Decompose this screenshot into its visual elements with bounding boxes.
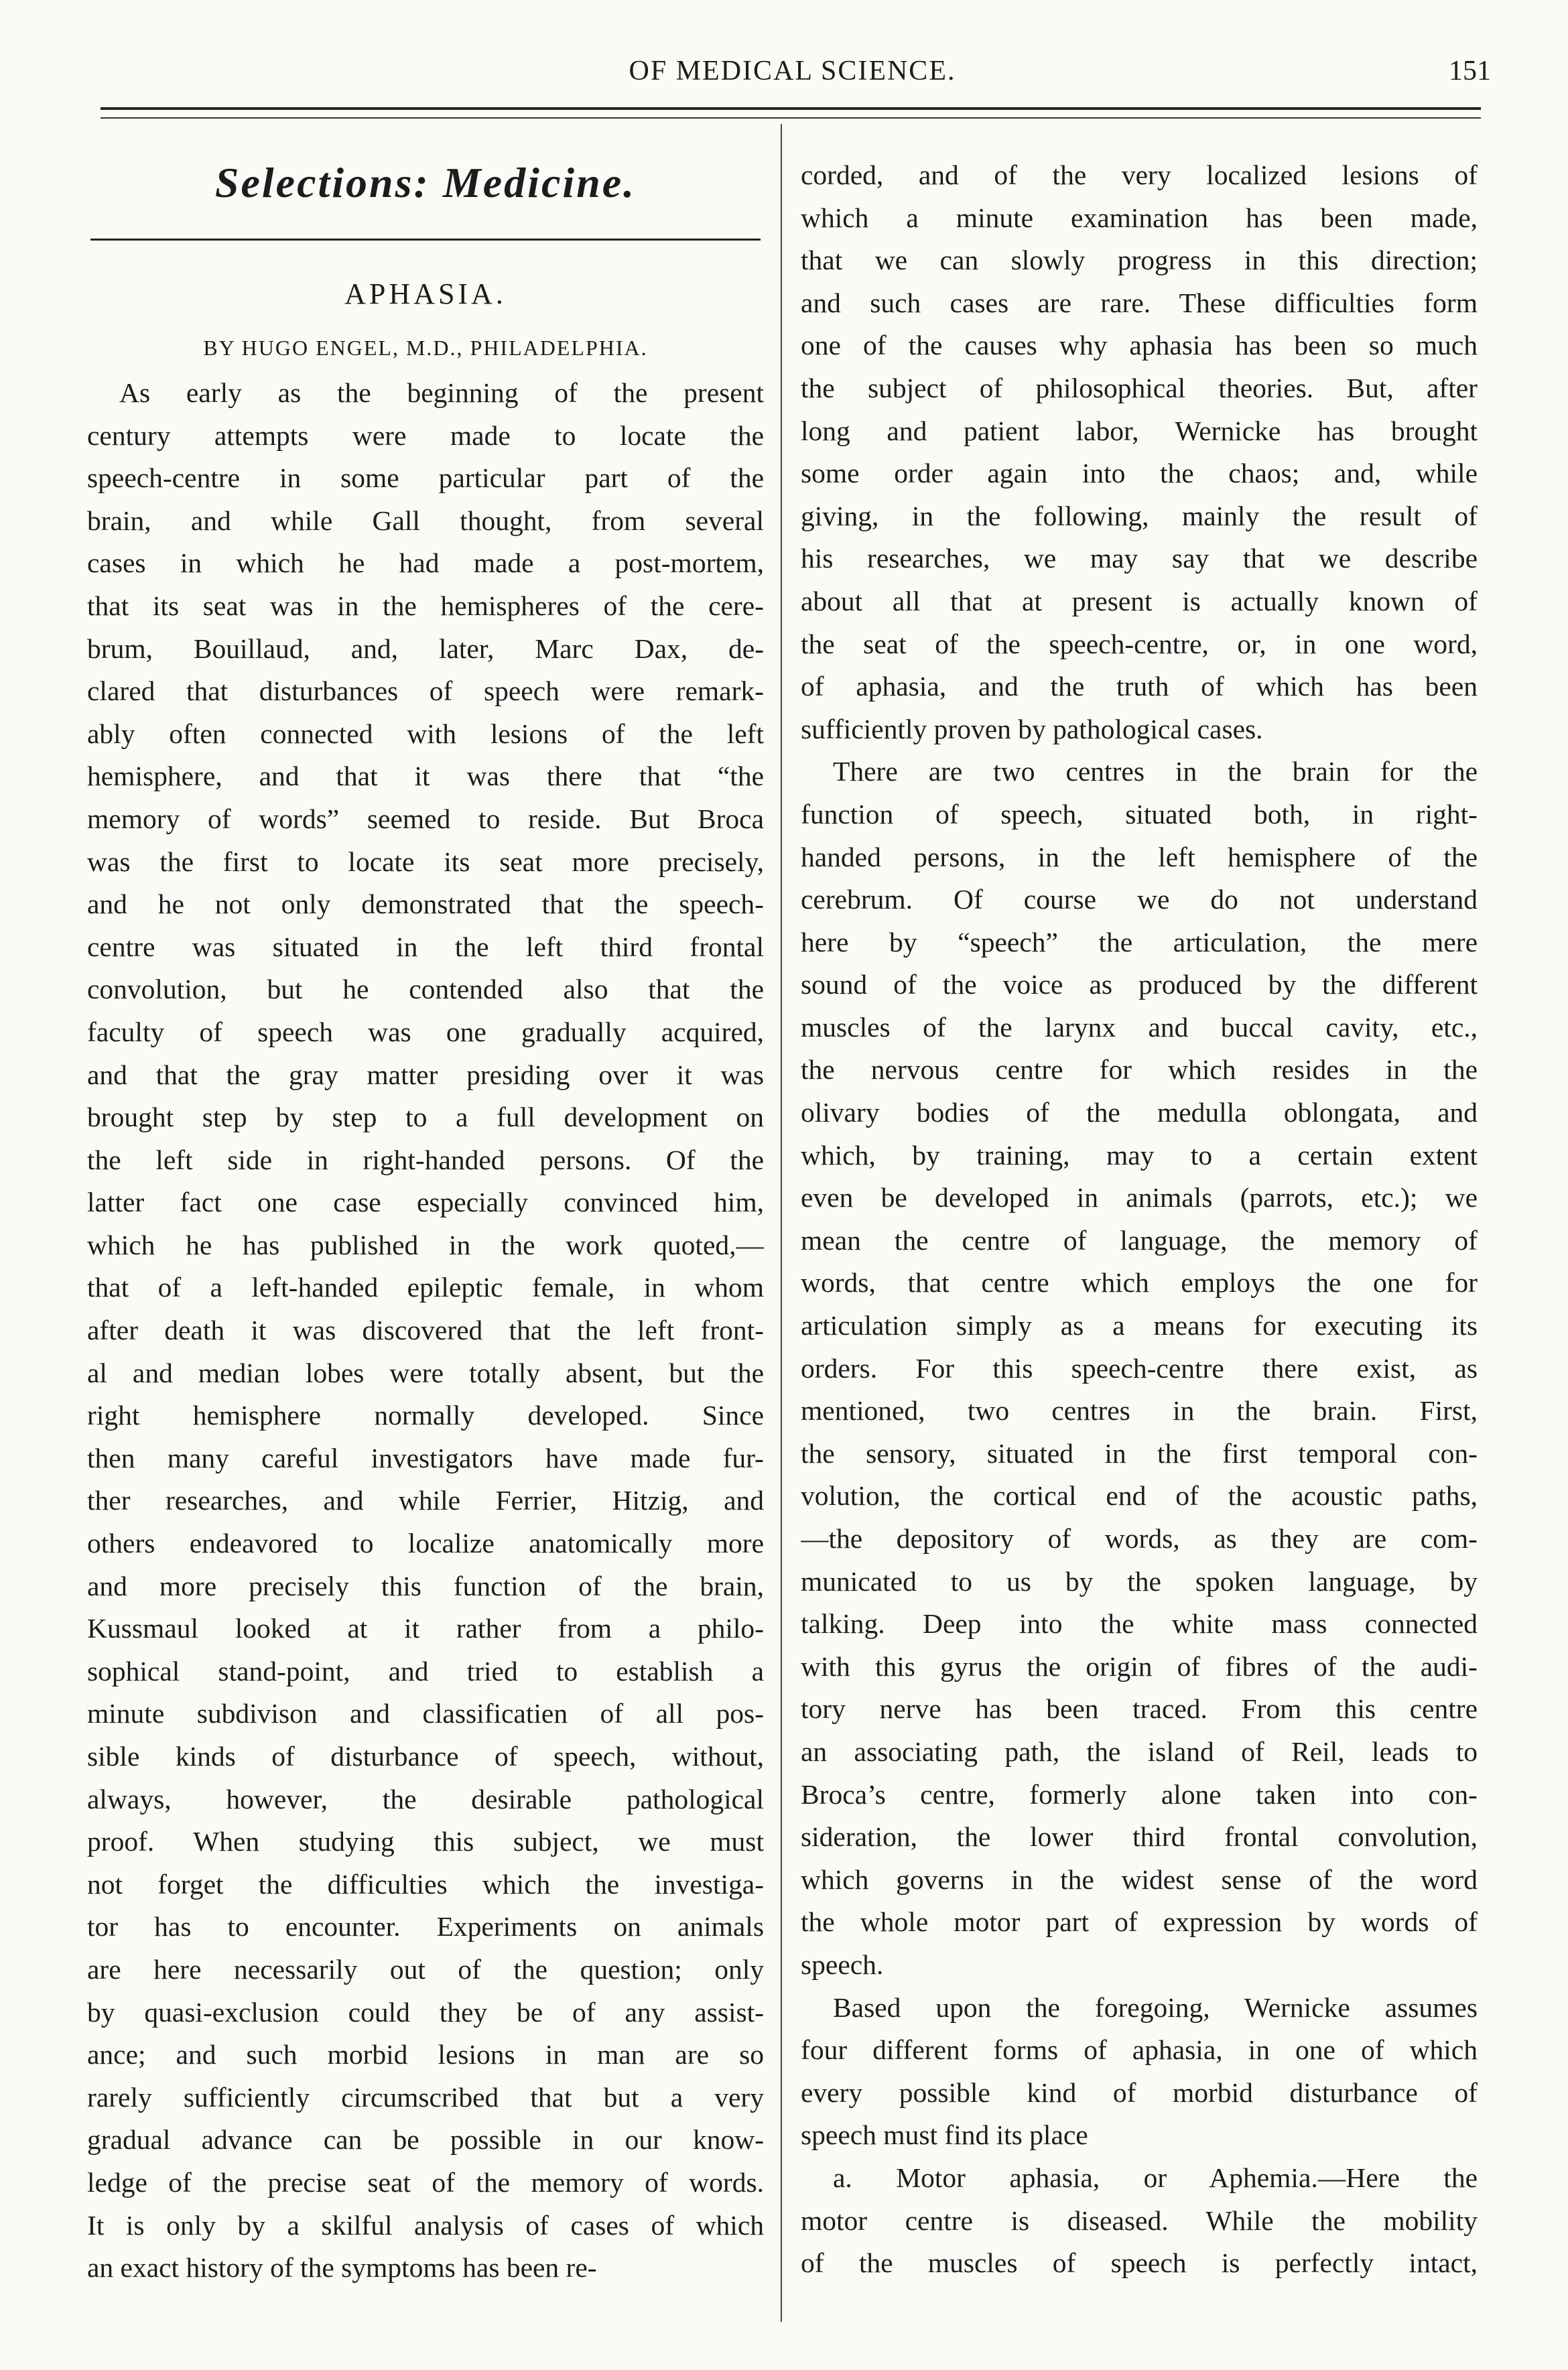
text-line: right hemisphere normally developed. Since (87, 1400, 764, 1431)
text-line: speech. (801, 1949, 884, 1980)
article-title: APHASIA. (344, 277, 507, 310)
text-line: —the depository of words, as they are com- (801, 1523, 1478, 1554)
text-line: As early as the beginning of the present (119, 377, 764, 408)
text-line: corded, and of the very localized lesions of (801, 159, 1478, 190)
text-line: of aphasia, and the truth of which has been (801, 671, 1478, 702)
text-line: mentioned, two centres in the brain. First, (801, 1395, 1478, 1427)
text-line: municated to us by the spoken language, by (801, 1565, 1478, 1597)
text-line: which governs in the widest sense of the word (801, 1863, 1478, 1895)
text-line: Broca’s centre, formerly alone taken into con- (801, 1778, 1478, 1810)
text-line: of the muscles of speech is perfectly intact, (801, 2247, 1478, 2279)
left-column-text (87, 372, 764, 2290)
page-number: 151 (1449, 56, 1491, 86)
text-line: motor centre is diseased. While the mobility (801, 2204, 1478, 2236)
text-line: was the first to locate its seat more precisely, (87, 846, 764, 877)
text-line: minute subdivison and classificatien of all pos- (87, 1698, 764, 1729)
text-line: gradual advance can be possible in our know- (87, 2124, 764, 2156)
text-line: the left side in right-handed persons. Of the (87, 1144, 764, 1175)
text-line: sideration, the lower third frontal convolution, (801, 1821, 1478, 1853)
text-line: one of the causes why aphasia has been so much (801, 330, 1478, 361)
column-divider (781, 124, 782, 2322)
text-line: sufficiently proven by pathological cases. (801, 713, 1263, 744)
text-line: long and patient labor, Wernicke has brought (801, 415, 1478, 446)
text-line: brain, and while Gall thought, from several (87, 505, 764, 536)
text-line: latter fact one case especially convinced him, (87, 1187, 764, 1218)
running-head (94, 55, 1491, 95)
text-line: after death it was discovered that the left front- (87, 1315, 764, 1346)
text-line: that we can slowly progress in this direction; (801, 245, 1478, 276)
text-line: the nervous centre for which resides in the (801, 1054, 1478, 1085)
text-line: a. Motor aphasia, or Aphemia.—Here the (833, 2162, 1478, 2193)
text-line: and more precisely this function of the brain, (87, 1570, 764, 1601)
text-line: not forget the difficulties which the investiga- (87, 1868, 764, 1900)
text-line: brum, Bouillaud, and, later, Marc Dax, de- (87, 633, 764, 664)
text-line: handed persons, in the left hemisphere of the (801, 841, 1478, 872)
text-line: by quasi-exclusion could they be of any assist- (87, 1996, 764, 2028)
text-line: proof. When studying this subject, we must (87, 1826, 764, 1857)
text-line: articulation simply as a means for executing its (801, 1310, 1478, 1341)
text-line: that its seat was in the hemispheres of the cere- (87, 590, 764, 621)
text-line: volution, the cortical end of the acoustic paths, (801, 1480, 1478, 1512)
text-line: ledge of the precise seat of the memory of words. (87, 2166, 764, 2198)
text-line: orders. For this speech-centre there exist, as (801, 1352, 1478, 1384)
text-line: cerebrum. Of course we do not understand (801, 884, 1478, 915)
text-line: ther researches, and while Ferrier, Hitzig, and (87, 1485, 764, 1516)
text-line: about all that at present is actually known of (801, 585, 1478, 616)
text-line: tory nerve has been traced. From this centre (801, 1693, 1478, 1725)
header-rule-thick (101, 107, 1481, 110)
text-line: sound of the voice as produced by the different (801, 969, 1478, 1000)
text-line: the sensory, situated in the first temporal con- (801, 1437, 1478, 1469)
text-line: centre was situated in the left third frontal (87, 931, 764, 962)
text-line: with this gyrus the origin of fibres of the audi- (801, 1650, 1478, 1682)
byline: BY HUGO ENGEL, M.D., PHILADELPHIA. (203, 336, 648, 360)
text-line: and such cases are rare. These difficulties form (801, 287, 1478, 318)
left-column (87, 134, 764, 2290)
text-line: his researches, we may say that we describe (801, 543, 1478, 574)
text-line: some order again into the chaos; and, while (801, 458, 1478, 489)
text-line: that of a left-handed epileptic female, in whom (87, 1272, 764, 1303)
text-line: which he has published in the work quoted,— (87, 1229, 764, 1260)
text-line: al and median lobes were totally absent, but the (87, 1357, 764, 1388)
text-line: every possible kind of morbid disturbance of (801, 2077, 1478, 2108)
text-line: mean the centre of language, the memory of (801, 1224, 1478, 1256)
text-line: the seat of the speech-centre, or, in one word, (801, 628, 1478, 659)
running-title: OF MEDICAL SCIENCE. (629, 56, 956, 86)
text-line: There are two centres in the brain for the (833, 756, 1478, 787)
text-line: sophical stand-point, and tried to establish a (87, 1655, 764, 1687)
text-line: the subject of philosophical theories. But, after (801, 372, 1478, 403)
text-line: talking. Deep into the white mass connected (801, 1608, 1478, 1640)
text-line: speech must find its place (801, 2119, 1088, 2151)
text-line: convolution, but he contended also that the (87, 974, 764, 1005)
text-line: function of speech, situated both, in right- (801, 798, 1478, 830)
section-title: Selections: Medicine. (214, 159, 637, 206)
text-line: words, that centre which employs the one for (801, 1267, 1478, 1299)
text-line: tor has to encounter. Experiments on animals (87, 1911, 764, 1943)
text-line: speech-centre in some particular part of the (87, 462, 764, 494)
text-line: Kussmaul looked at it rather from a philo- (87, 1613, 764, 1644)
text-line: Based upon the foregoing, Wernicke assumes (833, 1991, 1478, 2023)
text-line: always, however, the desirable pathological (87, 1783, 764, 1815)
text-line: It is only by a skilful analysis of cases of which (87, 2209, 764, 2241)
text-line: giving, in the following, mainly the result of (801, 500, 1478, 531)
text-line: even be developed in animals (parrots, etc.); we (801, 1182, 1478, 1213)
section-rule (90, 239, 761, 241)
text-line: four different forms of aphasia, in one of which (801, 2034, 1478, 2066)
right-column-text (801, 154, 1478, 2285)
text-line: which a minute examination has been made, (801, 202, 1478, 233)
text-line: century attempts were made to locate the (87, 419, 764, 451)
header-rule-thin (101, 117, 1481, 119)
text-line: hemisphere, and that it was there that “the (87, 761, 764, 792)
text-line: are here necessarily out of the question; only (87, 1953, 764, 1985)
text-line: olivary bodies of the medulla oblongata, and (801, 1097, 1478, 1128)
text-line: faculty of speech was one gradually acquired, (87, 1016, 764, 1047)
text-line: sible kinds of disturbance of speech, without, (87, 1741, 764, 1772)
text-line: cases in which he had made a post-mortem, (87, 547, 764, 579)
right-column (801, 134, 1478, 2285)
text-line: rarely sufficiently circumscribed that but a very (87, 2081, 764, 2113)
text-line: which, by training, may to a certain extent (801, 1139, 1478, 1171)
text-line: an exact history of the symptoms has been re- (87, 2252, 597, 2284)
text-line: the whole motor part of expression by words of (801, 1906, 1478, 1938)
text-line: ably often connected with lesions of the left (87, 718, 764, 749)
text-line: muscles of the larynx and buccal cavity, etc., (801, 1011, 1478, 1043)
text-line: and he not only demonstrated that the speech- (87, 888, 764, 920)
text-line: ance; and such morbid lesions in man are so (87, 2039, 764, 2070)
text-line: here by “speech” the articulation, the mere (801, 926, 1478, 958)
text-line: then many careful investigators have made fur- (87, 1442, 764, 1473)
text-line: others endeavored to localize anatomically more (87, 1528, 764, 1559)
text-line: an associating path, the island of Reil, leads to (801, 1735, 1478, 1767)
text-line: brought step by step to a full development on (87, 1102, 764, 1133)
text-line: memory of words” seemed to reside. But Broca (87, 803, 764, 834)
text-line: clared that disturbances of speech were remark- (87, 675, 764, 707)
text-line: and that the gray matter presiding over it was (87, 1059, 764, 1090)
